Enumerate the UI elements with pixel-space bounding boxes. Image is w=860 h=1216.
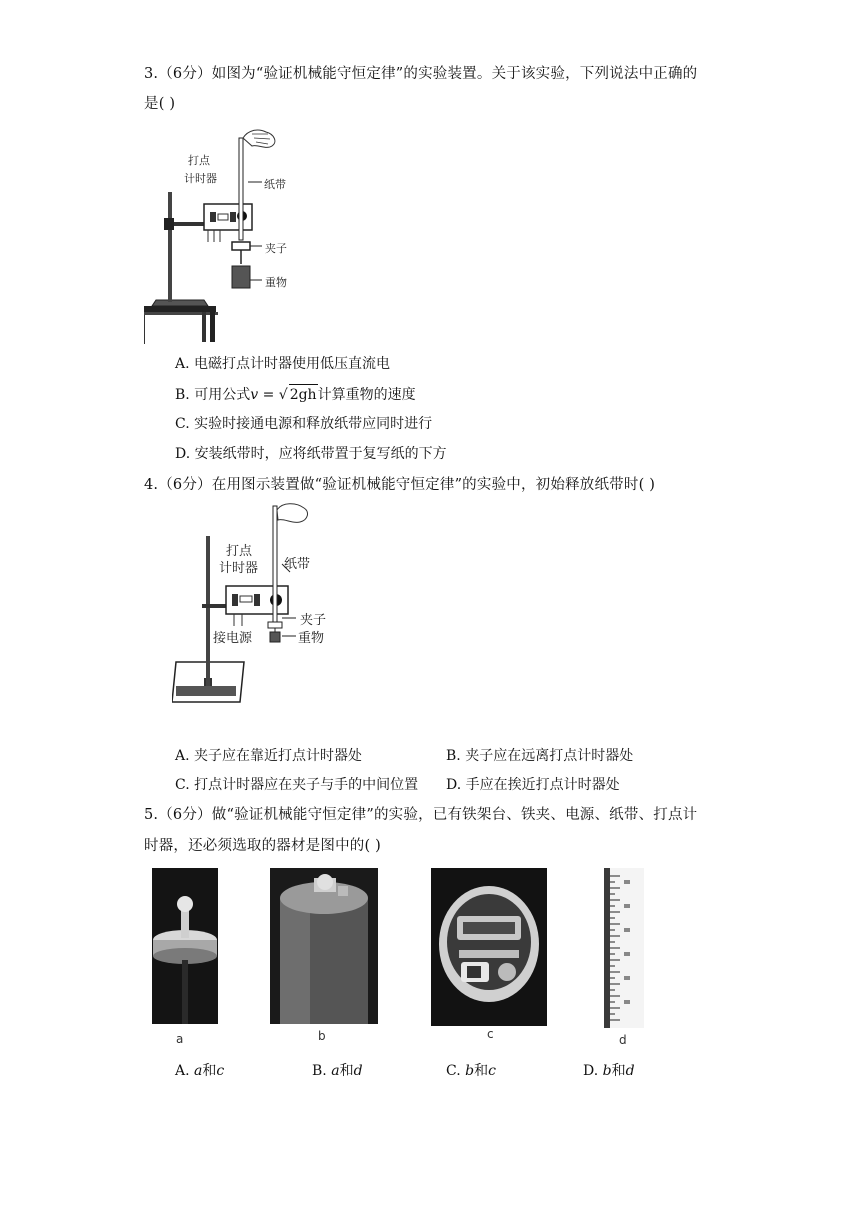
q3-label-weight: 重物 xyxy=(265,276,287,289)
q5-option-c-v2: c xyxy=(488,1063,496,1079)
q5-stem-line1: 5.（6分）做“验证机械能守恒定律”的实验，已有铁架台、铁夹、电源、纸带、打点计 xyxy=(144,807,698,823)
q3-stem-line1: 3.（6分）如图为“验证机械能守恒定律”的实验装置。关于该实验，下列说法中正确的 xyxy=(144,66,698,82)
q4-label-timer-line2: 计时器 xyxy=(219,561,259,576)
weight-small-icon xyxy=(152,868,218,1024)
q5-option-c-prefix: C. xyxy=(446,1063,466,1079)
q5-option-b-v2: d xyxy=(353,1063,363,1079)
q3-option-b-sqrt: 2gh xyxy=(289,384,318,405)
q3-option-b-equals: = xyxy=(258,387,279,403)
q3-label-timer-line1: 打点 xyxy=(188,154,210,167)
q5-option-b-v1: a xyxy=(331,1063,340,1079)
q5-option-c-v1: b xyxy=(465,1063,475,1079)
sqrt-symbol: √ xyxy=(278,387,288,403)
q5-option-a-v1: a xyxy=(194,1063,203,1079)
weight-large-icon xyxy=(270,868,378,1024)
q5-option-b-and: 和 xyxy=(339,1063,354,1079)
q4-option-b: B. 夹子应在远离打点计时器处 xyxy=(446,748,634,764)
q5-option-d-v2: d xyxy=(625,1063,635,1079)
caption-b: b xyxy=(318,1029,326,1043)
q3-option-b xyxy=(175,384,416,405)
q5-stem-line2: 时器，还必须选取的器材是图中的( ) xyxy=(144,838,382,854)
q4-apparatus-figure xyxy=(172,502,342,712)
q4-label-clip: 夹子 xyxy=(300,613,327,628)
q5-option-a-and: 和 xyxy=(202,1063,217,1079)
q3-option-a: A. 电磁打点计时器使用低压直流电 xyxy=(175,356,391,372)
q5-option-d xyxy=(583,1061,635,1081)
q5-option-c xyxy=(446,1061,496,1081)
ruler-icon xyxy=(604,868,644,1028)
photo-c-stopwatch xyxy=(431,868,547,1026)
q4-label-weight: 重物 xyxy=(298,631,325,646)
photo-a-weight xyxy=(152,868,218,1024)
q3-option-d: D. 安装纸带时，应将纸带置于复写纸的下方 xyxy=(175,446,447,462)
q5-option-d-v1: b xyxy=(602,1063,612,1079)
q4-label-tape: 纸带 xyxy=(284,557,311,572)
q5-option-d-prefix: D. xyxy=(583,1063,603,1079)
caption-d: d xyxy=(619,1033,627,1047)
q4-option-a: A. 夹子应在靠近打点计时器处 xyxy=(175,748,363,764)
q5-option-c-and: 和 xyxy=(474,1063,489,1079)
q3-option-b-suffix: 计算重物的速度 xyxy=(317,387,416,403)
q5-option-d-and: 和 xyxy=(611,1063,626,1079)
q3-label-tape: 纸带 xyxy=(264,178,286,191)
q3-stem-line2: 是( ) xyxy=(144,96,176,112)
q4-label-power: 接电源 xyxy=(213,631,253,646)
q3-option-c: C. 实验时接通电源和释放纸带应同时进行 xyxy=(175,416,433,432)
q3-option-b-variable: v xyxy=(250,387,259,403)
q5-option-a-prefix: A. xyxy=(175,1063,195,1079)
q3-apparatus-figure xyxy=(144,124,314,344)
q4-option-d: D. 手应在挨近打点计时器处 xyxy=(446,777,620,793)
q5-option-b-prefix: B. xyxy=(312,1063,332,1079)
q5-option-a-v2: c xyxy=(216,1063,225,1079)
photo-d-ruler xyxy=(604,868,644,1028)
q3-label-timer-line2: 计时器 xyxy=(184,172,217,185)
caption-c: c xyxy=(487,1027,494,1041)
q3-label-clip: 夹子 xyxy=(265,242,287,255)
q5-option-b xyxy=(312,1061,363,1081)
q5-option-a xyxy=(175,1061,224,1081)
q3-option-b-prefix: B. 可用公式 xyxy=(175,387,251,403)
q4-label-timer-line1: 打点 xyxy=(226,544,253,559)
photo-b-weight xyxy=(270,868,378,1024)
stopwatch-icon xyxy=(431,868,547,1026)
q4-stem: 4.（6分）在用图示装置做“验证机械能守恒定律”的实验中，初始释放纸带时( ) xyxy=(144,477,656,493)
q4-option-c: C. 打点计时器应在夹子与手的中间位置 xyxy=(175,777,419,793)
caption-a: a xyxy=(176,1032,184,1046)
